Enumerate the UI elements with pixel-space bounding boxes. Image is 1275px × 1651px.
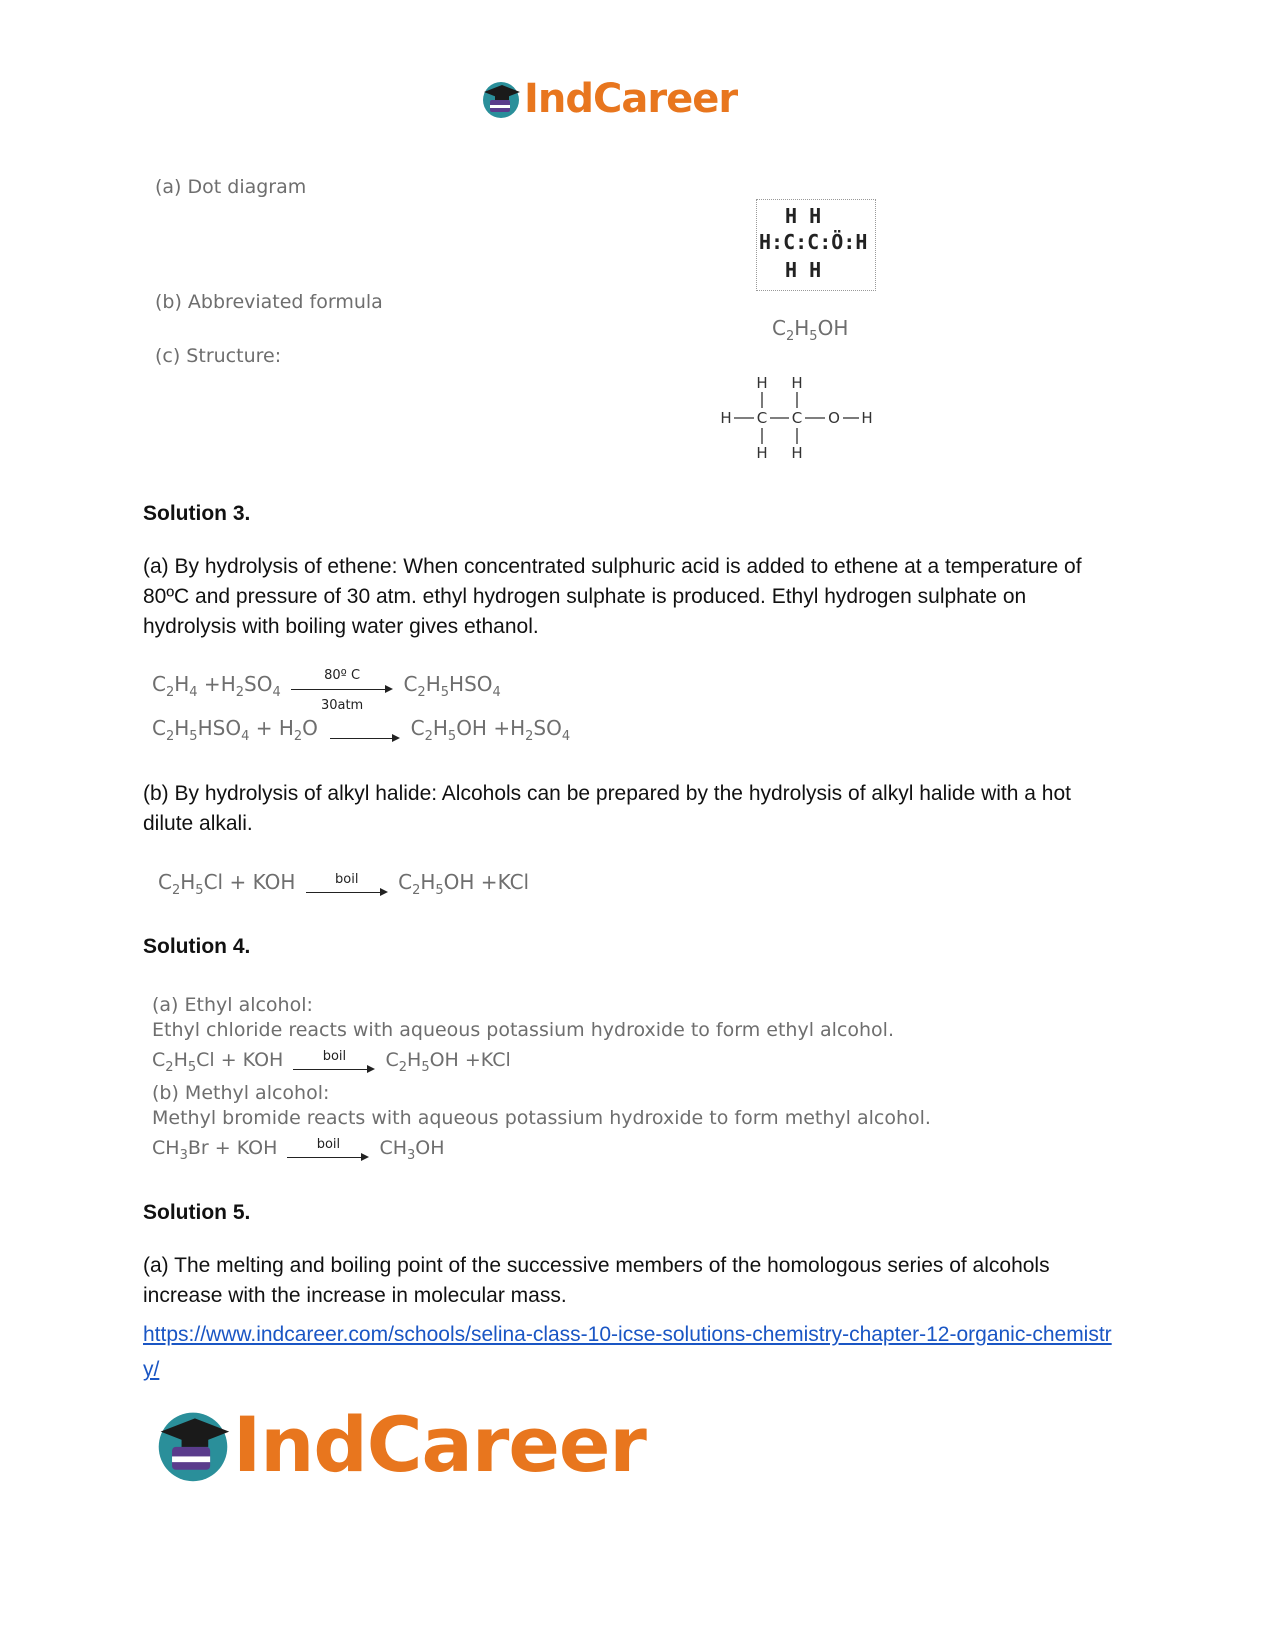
eq3-arrow: [306, 866, 388, 900]
atom-h-top-right: H: [791, 374, 803, 392]
formula-part: OH: [817, 316, 849, 340]
atom-c-right: C: [791, 409, 803, 427]
indcareer-page-link[interactable]: https://www.indcareer.com/schools/selina-class-10-icse-solutions-chemistry-chapter-12-organic-chemistry/: [143, 1323, 1112, 1381]
solution3-eq1: [152, 668, 501, 713]
s4b-right: $CH_3OH$: [379, 1136, 445, 1163]
s4a-right: $C_2H_5OH +KCl$: [385, 1048, 511, 1075]
atom-h-bottom-left: H: [756, 444, 768, 462]
solution5-para-a: (a) The melting and boiling point of the successive members of the homologous series of alcohols increase with the increase in molecular mass.: [143, 1254, 1050, 1307]
solution4-b-text: Methyl bromide reacts with aqueous potassium hydroxide to form methyl alcohol.: [152, 1107, 931, 1129]
graduation-cap-icon: [480, 78, 522, 120]
s4b-arrow: [287, 1131, 369, 1165]
s4a-arrow: [293, 1043, 375, 1077]
solution4-a-title: (a) Ethyl alcohol:: [152, 994, 313, 1016]
s4a-arrow-condition: boil: [322, 1049, 347, 1064]
graduation-cap-icon: [153, 1405, 233, 1485]
formula-part: C: [772, 316, 786, 340]
dot-diagram: [756, 199, 876, 291]
solution3-eq3: [158, 866, 529, 900]
atom-h-bottom-right: H: [791, 444, 803, 462]
eq1-arrow-condition-top: 80º C: [324, 668, 361, 683]
header-logo: [480, 76, 737, 122]
eq1-right: $C_2H_5HSO_4$: [403, 671, 501, 700]
formula-part: H: [794, 316, 810, 340]
structural-formula: [712, 370, 882, 470]
abbreviated-formula: [772, 316, 848, 344]
solution3-para-b: (b) By hydrolysis of alkyl halide: Alcohols can be prepared by the hydrolysis of alkyl halide with a hot dilute alkali.: [143, 782, 1071, 835]
label-structure: (c) Structure:: [155, 345, 282, 367]
solution4-a-eq: [152, 1043, 511, 1077]
footer-logo: [153, 1400, 646, 1489]
solution4-b-title: (b) Methyl alcohol:: [152, 1082, 330, 1104]
label-abbreviated-formula: (b) Abbreviated formula: [155, 291, 383, 313]
solution4-b-eq: [152, 1131, 445, 1165]
dot-diagram-row2: H:C:C:Ö:H: [759, 230, 868, 254]
eq1-arrow-condition-bottom: 30atm: [320, 698, 364, 713]
s4b-left: $CH_3Br$ + KOH: [152, 1136, 278, 1163]
dot-diagram-row3: H H: [785, 258, 822, 282]
atom-c-left: C: [756, 409, 768, 427]
eq2-right: $C_2H_5OH +H_2SO_4$: [410, 715, 571, 744]
dot-diagram-row1: H H: [785, 204, 822, 228]
solution5-heading: Solution 5.: [143, 1201, 251, 1224]
footer-logo-text: IndCareer: [233, 1400, 646, 1489]
label-dot-diagram: (a) Dot diagram: [155, 176, 307, 198]
atom-h-left: H: [720, 409, 732, 427]
s4b-arrow-condition: boil: [316, 1137, 341, 1152]
eq3-arrow-condition: boil: [335, 872, 359, 887]
formula-sub: 2: [785, 329, 795, 344]
solution3-para-a: (a) By hydrolysis of ethene: When concentrated sulphuric acid is added to ethene at a temperature of 80ºC and pressure of 30 atm. ethyl hydrogen sulphate is produced. Ethyl hydrogen sulphate on hydrolysis with boiling water gives ethanol.: [143, 555, 1082, 638]
s4a-left: $C_2H_5Cl$ + KOH: [152, 1048, 284, 1075]
header-logo-text: IndCareer: [524, 76, 738, 122]
atom-h-top-left: H: [756, 374, 768, 392]
solution4-heading: Solution 4.: [143, 935, 251, 958]
solution3-heading: Solution 3.: [143, 502, 251, 525]
solution3-eq2: [152, 712, 570, 746]
eq3-left: $C_2H_5Cl$ + KOH: [158, 869, 296, 898]
eq2-left: $C_2H_5HSO_4 + H_2O$: [152, 715, 318, 744]
solution4-a-text: Ethyl chloride reacts with aqueous potassium hydroxide to form ethyl alcohol.: [152, 1019, 894, 1041]
eq2-arrow: [330, 712, 400, 746]
atom-h-right: H: [861, 409, 873, 427]
atom-o: O: [828, 409, 840, 427]
eq1-left: $C_2H_4 +H_2SO_4$: [152, 671, 281, 700]
eq3-right: $C_2H_5OH +KCl$: [398, 869, 530, 898]
eq1-arrow: [291, 668, 393, 713]
formula-sub: 5: [809, 329, 818, 344]
